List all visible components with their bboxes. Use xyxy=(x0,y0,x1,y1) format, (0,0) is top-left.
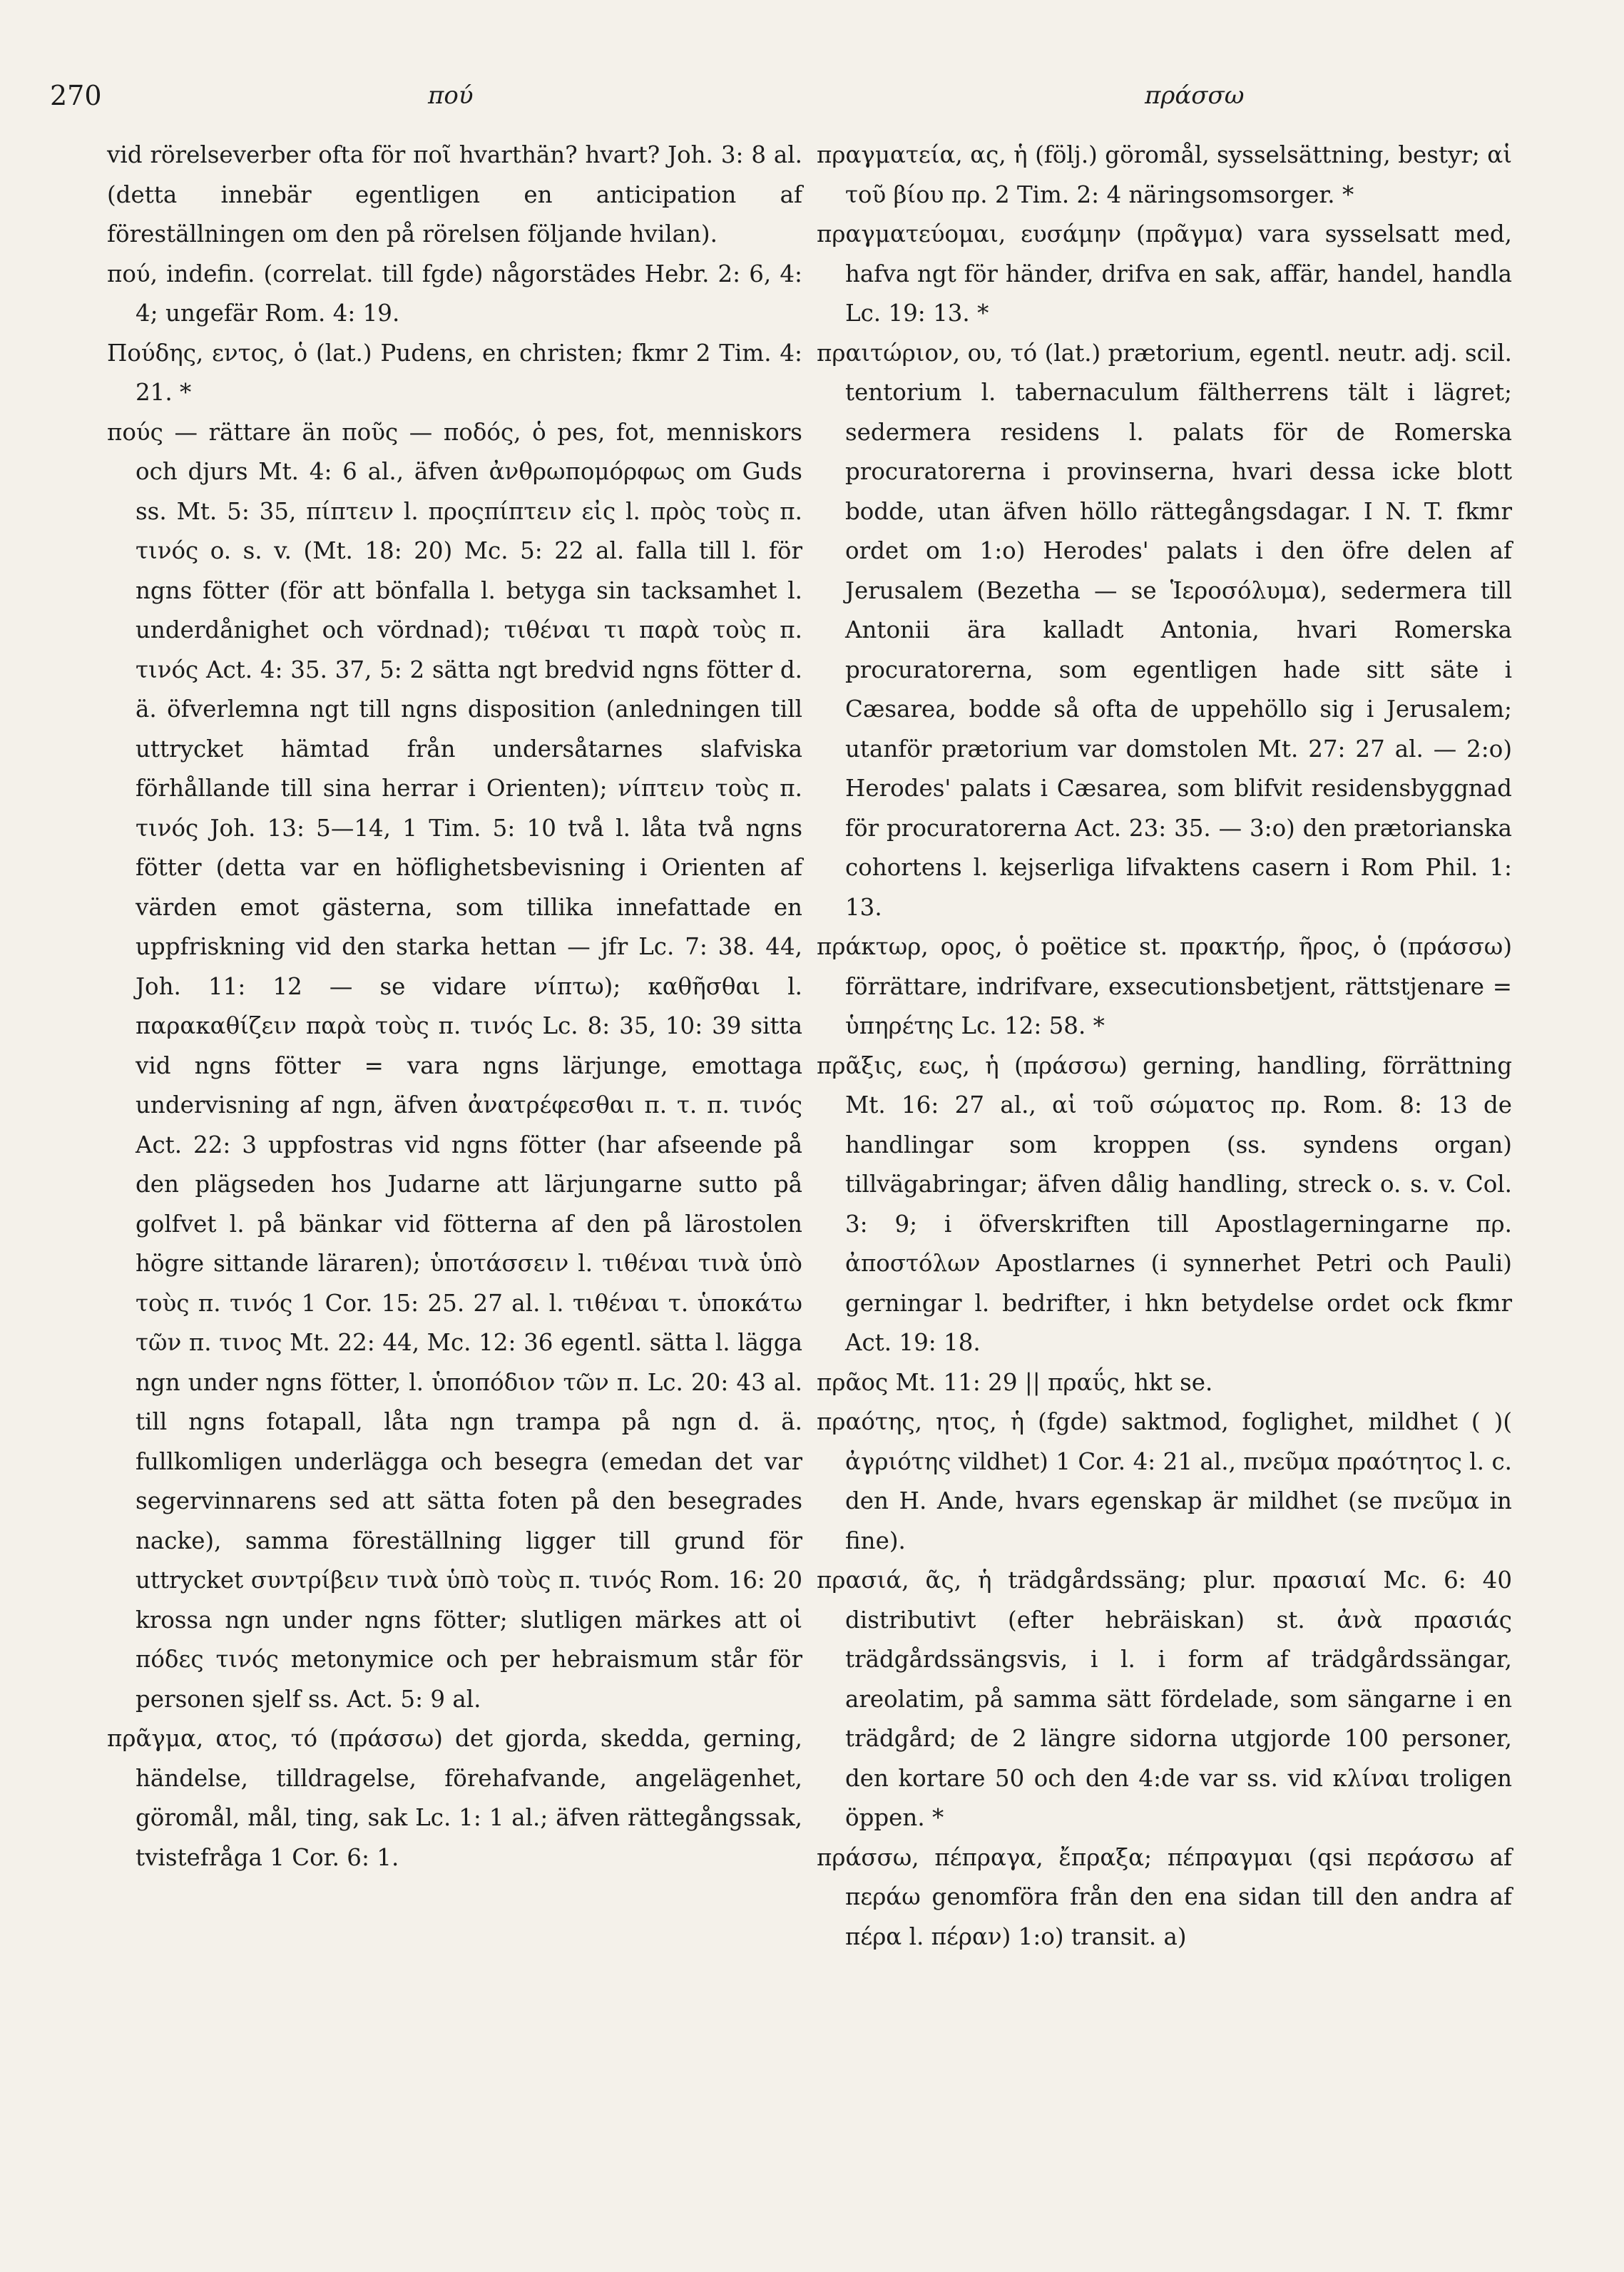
entry-prasia: πρασιά, ᾶς, ἡ trädgårdssäng; plur. πρασιαί Mc. 6: 40 distributivt (efter hebräiskan) st. ἀνὰ πρασιάς trädgårdssängsvis, i l. i form af trädgårdssängar, areolatim, på samma sätt fördelade, som sängarne i en trädgård; de 2 längre sidorna utgjorde 100 personer, den kortare 50 och den 4:de var ss. vid κλίναι troligen öppen. * xyxy=(817,1567,1512,1831)
left-column xyxy=(107,136,802,1878)
entry-praitorion: πραιτώριον, ου, τό (lat.) prætorium, egentl. neutr. adj. scil. tentorium l. tabernaculum fältherrens tält i lägret; sedermera residens l. palats för de Romerska procuratorerna i provinserna, hvari dessa icke blott bodde, utan äfven höllo rättegångsdagar. I N. T. fkmr ordet om 1:o) Herodes' palats i den öfre delen af Jerusalem (Bezetha — se Ἱεροσόλυμα), sedermera till Antonii ära kalladt Antonia, hvari Romerska procuratorerna, som egentligen hade sitt säte i Cæsarea, bodde så ofta de uppehöllo sig i Jerusalem; utanför prætorium var domstolen Mt. 27: 27 al. — 2:o) Herodes' palats i Cæsarea, som blifvit residensbyggnad för procuratorerna Act. 23: 35. — 3:o) den prætorianska cohortens l. kejserliga lifvaktens casern i Rom Phil. 1: 13. xyxy=(817,339,1512,921)
entry-poudes: Πούδης, εντος, ὁ (lat.) Pudens, en christen; fkmr 2 Tim. 4: 21. * xyxy=(107,339,802,406)
entry-praotes: πραότης, ητος, ἡ (fgde) saktmod, foglighet, mildhet ( )( ἀγριότης vildhet) 1 Cor. 4: 21 al., πνεῦμα πραότητος l. c. den H. Ande, hvars egenskap är mildhet (se πνεῦμα in fine). xyxy=(817,1408,1512,1554)
right-column xyxy=(817,136,1512,1957)
entry-praxis: πρᾶξις, εως, ἡ (πράσσω) gerning, handling, förrättning Mt. 16: 27 al., αἱ τοῦ σώματος πρ. Rom. 8: 13 de handlingar som kroppen (ss. syndens organ) tillvägabringar; äfven dålig handling, streck o. s. v. Col. 3: 9; i öfverskriften till Apostlagerningarne πρ. ἀποστόλων Apostlarnes (i synnerhet Petri och Pauli) gerningar l. bedrifter, i hkn betydelse ordet ock fkmr Act. 19: 18. xyxy=(817,1051,1512,1356)
entry-praos: πρᾶος Mt. 11: 29 || πραΰς, hkt se. xyxy=(817,1368,1213,1396)
entry-pragmateia: πραγματεία, ας, ἡ (följ.) göromål, sysselsättning, bestyr; αἱ τοῦ βίου πρ. 2 Tim. 2: 4 näringsomsorger. * xyxy=(817,141,1512,208)
entry-praktor: πράκτωρ, ορος, ὁ poëtice st. πρακτήρ, ῆρος, ὁ (πράσσω) förrättare, indrifvare, exsecutionsbetjent, rättstjenare = ὑπηρέτης Lc. 12: 58. * xyxy=(817,933,1512,1039)
entry-pou-indefinite: πού, indefin. (correlat. till fgde) någorstädes Hebr. 2: 6, 4: 4; ungefär Rom. 4: 19. xyxy=(107,260,802,327)
entry-continuation: vid rörelseverber ofta för ποῖ hvarthän? hvart? Joh. 3: 8 al. (detta innebär egentligen en anticipation af föreställningen om den på rörelsen följande hvilan). xyxy=(107,141,802,248)
running-headword-right: πράσσω xyxy=(1145,81,1245,110)
entry-pragma: πρᾶγμα, ατος, τό (πράσσω) det gjorda, skedda, gerning, händelse, tilldragelse, förehafvande, angelägenhet, göromål, mål, ting, sak Lc. 1: 1 al.; äfven rättegångssak, tvistefråga 1 Cor. 6: 1. xyxy=(107,1725,802,1871)
running-headword-left: πού xyxy=(428,81,474,110)
entry-pous: πούς — rättare än ποῦς — ποδός, ὁ pes, fot, menniskors och djurs Mt. 4: 6 al., äfven ἀνθρωπομόρφως om Guds ss. Mt. 5: 35, πίπτειν l. προςπίπτειν εἰς l. πρὸς τοὺς π. τινός o. s. v. (Mt. 18: 20) Mc. 5: 22 al. falla till l. för ngns fötter (för att bönfalla l. betyga sin tacksamhet l. underdånighet och vördnad); τιθέναι τι παρὰ τοὺς π. τινός Act. 4: 35. 37, 5: 2 sätta ngt bredvid ngns fötter d. ä. öfverlemna ngt till ngns disposition (anledningen till uttrycket hämtad från undersåtarnes slafviska förhållande till sina herrar i Orienten); νίπτειν τοὺς π. τινός Joh. 13: 5—14, 1 Tim. 5: 10 två l. låta två ngns fötter (detta var en höflighetsbevisning i Orienten af värden emot gästerna, som tillika innefattade en uppfriskning vid den starka hettan — jfr Lc. 7: 38. 44, Joh. 11: 12 — se vidare νίπτω); καθῆσθαι l. παρακαθίζειν παρὰ τοὺς π. τινός Lc. 8: 35, 10: 39 sitta vid ngns fötter = vara ngns lärjunge, emottaga undervisning af ngn, äfven ἀνατρέφεσθαι π. τ. π. τινός Act. 22: 3 uppfostras vid ngns fötter (har afseende på den plägseden hos Judarne att lärjungarne sutto på golfvet l. på bänkar vid fötterna af den på lärostolen högre sittande läraren); ὑποτάσσειν l. τιθέναι τινὰ ὑπὸ τοὺς π. τινός 1 Cor. 15: 25. 27 al. l. τιθέναι τ. ὑποκάτω τῶν π. τινος Mt. 22: 44, Mc. 12: 36 egentl. sätta l. lägga ngn under ngns fötter, l. ὑποπόδιον τῶν π. Lc. 20: 43 al. till ngns fotapall, låta ngn trampa på ngn d. ä. fullkomligen underlägga och besegra (emedan det var segervinnarens sed att sätta foten på den besegrades nacke), samma föreställning ligger till grund för uttrycket συντρίβειν τινὰ ὑπὸ τοὺς π. τινός Rom. 16: 20 krossa ngn under ngns fötter; slutligen märkes att οἱ πόδες τινός metonymice och per hebraismum står för personen sjelf ss. Act. 5: 9 al. xyxy=(107,418,802,1713)
entry-pragmateuomai: πραγματεύομαι, ευσάμην (πρᾶγμα) vara sysselsatt med, hafva ngt för händer, drifva en sak, affär, handel, handla Lc. 19: 13. * xyxy=(817,220,1512,327)
page-header xyxy=(0,80,1624,123)
page-number: 270 xyxy=(50,80,102,111)
entry-prasso: πράσσω, πέπραγα, ἔπραξα; πέπραγμαι (qsi περάσσω af περάω genomföra från den ena sidan till den andra af πέρα l. πέραν) 1:o) transit. a) xyxy=(817,1843,1512,1950)
